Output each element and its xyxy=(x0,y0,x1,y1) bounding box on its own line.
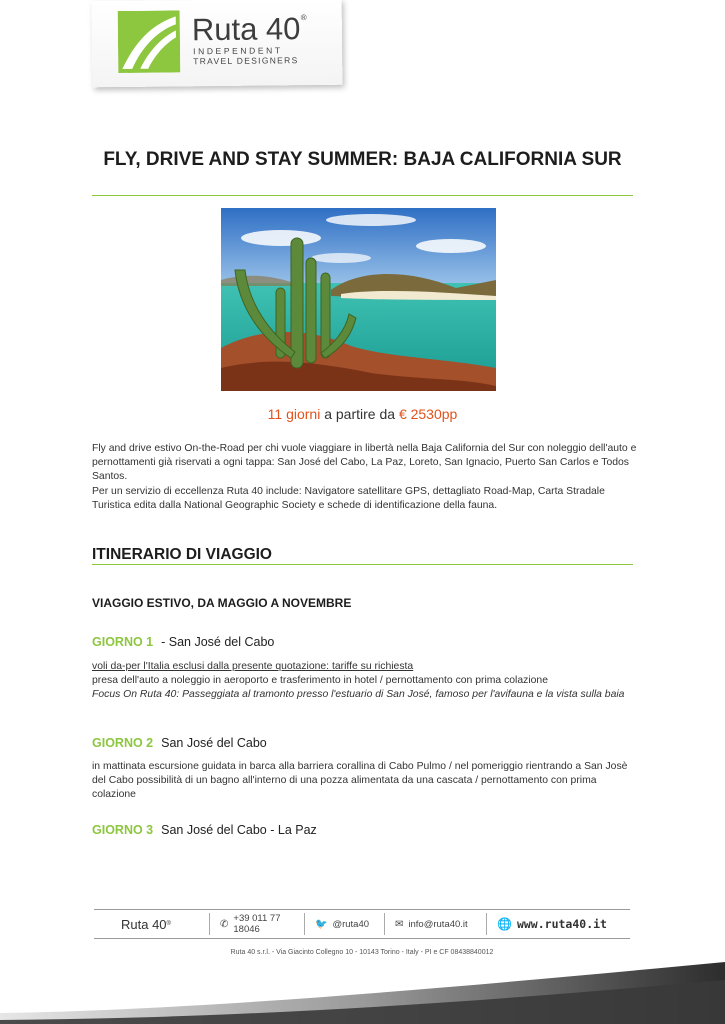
globe-icon: 🌐 xyxy=(497,917,512,931)
day-3-place: San José del Cabo - La Paz xyxy=(161,823,317,837)
footer-twitter[interactable] xyxy=(305,913,385,935)
day-1-flights-note: voli da-per l'Italia esclusi dalla presente quotazione: tariffe su richiesta xyxy=(92,661,414,672)
trip-duration: 11 giorni xyxy=(267,406,321,422)
day-2-details xyxy=(92,760,637,803)
logo-card xyxy=(92,0,343,87)
day-3-label: GIORNO 3 xyxy=(92,823,154,837)
logo-tagline-2: TRAVEL DESIGNERS xyxy=(193,55,299,67)
day-3-heading xyxy=(92,823,317,837)
footer-legal-text: Ruta 40 s.r.l. - Via Giacinto Collegno 10 - 10143 Torino - Italy - PI e CF 08438840012 xyxy=(230,949,494,956)
footer-brand: Ruta 40 ® xyxy=(94,913,210,935)
day-1-heading xyxy=(92,635,274,649)
footer-twitter-handle: @ruta40 xyxy=(332,918,370,930)
intro-text xyxy=(92,442,637,513)
day-2-heading xyxy=(92,736,267,750)
footer-email[interactable] xyxy=(385,913,487,935)
page-title: FLY, DRIVE AND STAY SUMMER: BAJA CALIFORNIA SUR xyxy=(103,149,622,170)
footer-website-url: www.ruta40.it xyxy=(516,917,607,931)
logo-tagline-1: INDEPENDENT xyxy=(193,45,283,57)
title-divider xyxy=(92,195,633,196)
mail-icon: ✉ xyxy=(395,918,404,930)
day-1-label: GIORNO 1 xyxy=(92,635,154,649)
itinerary-heading: ITINERARIO DI VIAGGIO xyxy=(92,546,272,563)
price-prefix: a partire da xyxy=(324,406,396,422)
intro-paragraph-2: Per un servizio di eccellenza Ruta 40 include: Navigatore satellitare GPS, dettagliato Road-Map, Carta Stradale Turistica edita dalla National Geographic Society e schede di identificazione della fauna. xyxy=(92,485,605,511)
footer-brand-name: Ruta 40 xyxy=(121,916,167,932)
footer-phone-number: +39 011 77 18046 xyxy=(233,913,281,935)
day-1-details xyxy=(92,660,637,703)
footer-phone[interactable] xyxy=(210,913,305,935)
phone-icon: ✆ xyxy=(220,918,229,930)
footer-email-address: info@ruta40.it xyxy=(408,918,468,930)
footer-contact-bar xyxy=(94,909,630,939)
logo-registered-mark: ® xyxy=(300,13,307,23)
footer-website[interactable] xyxy=(487,913,627,935)
footer-decorative-swoosh xyxy=(0,958,725,1024)
season-heading: VIAGGIO ESTIVO, DA MAGGIO A NOVEMBRE xyxy=(92,596,352,610)
twitter-icon: 🐦 xyxy=(315,918,328,930)
price-line xyxy=(92,406,633,422)
trip-price: € 2530pp xyxy=(398,406,458,422)
day-2-place: San José del Cabo xyxy=(161,736,267,750)
day-1-place: - San José del Cabo xyxy=(161,635,275,649)
logo-wordmark: Ruta 40 xyxy=(191,11,301,48)
hero-image-baja-coast-cactus xyxy=(221,208,496,391)
itinerary-divider xyxy=(92,564,633,565)
day-1-description: presa dell'auto a noleggio in aeroporto e trasferimento in hotel / pernottamento con prima colazione xyxy=(92,675,548,687)
day-2-label: GIORNO 2 xyxy=(92,736,154,750)
intro-paragraph-1: Fly and drive estivo On-the-Road per chi vuole viaggiare in libertà nella Baja California del Sur con noleggio dell'auto e pernottamenti già riservati a ogni tappa: San José del Cabo, La Paz, Loreto, San Ignacio, Puerto San Carlos e Todos Santos. xyxy=(92,443,637,483)
ruta40-logo-mark xyxy=(118,10,181,73)
day-2-description: in mattinata escursione guidata in barca alla barriera corallina di Cabo Pulmo / nel pomeriggio rientrando a San Josè del Cabo possibilità di un bagno all'interno di una pozza alimentata da una cascata / pernottamento con prima colazione xyxy=(92,761,628,801)
day-1-focus-note: Focus On Ruta 40: Passeggiata al tramonto presso l'estuario di San José, famoso per l'avifauna e la vista sulla baia xyxy=(92,689,625,701)
